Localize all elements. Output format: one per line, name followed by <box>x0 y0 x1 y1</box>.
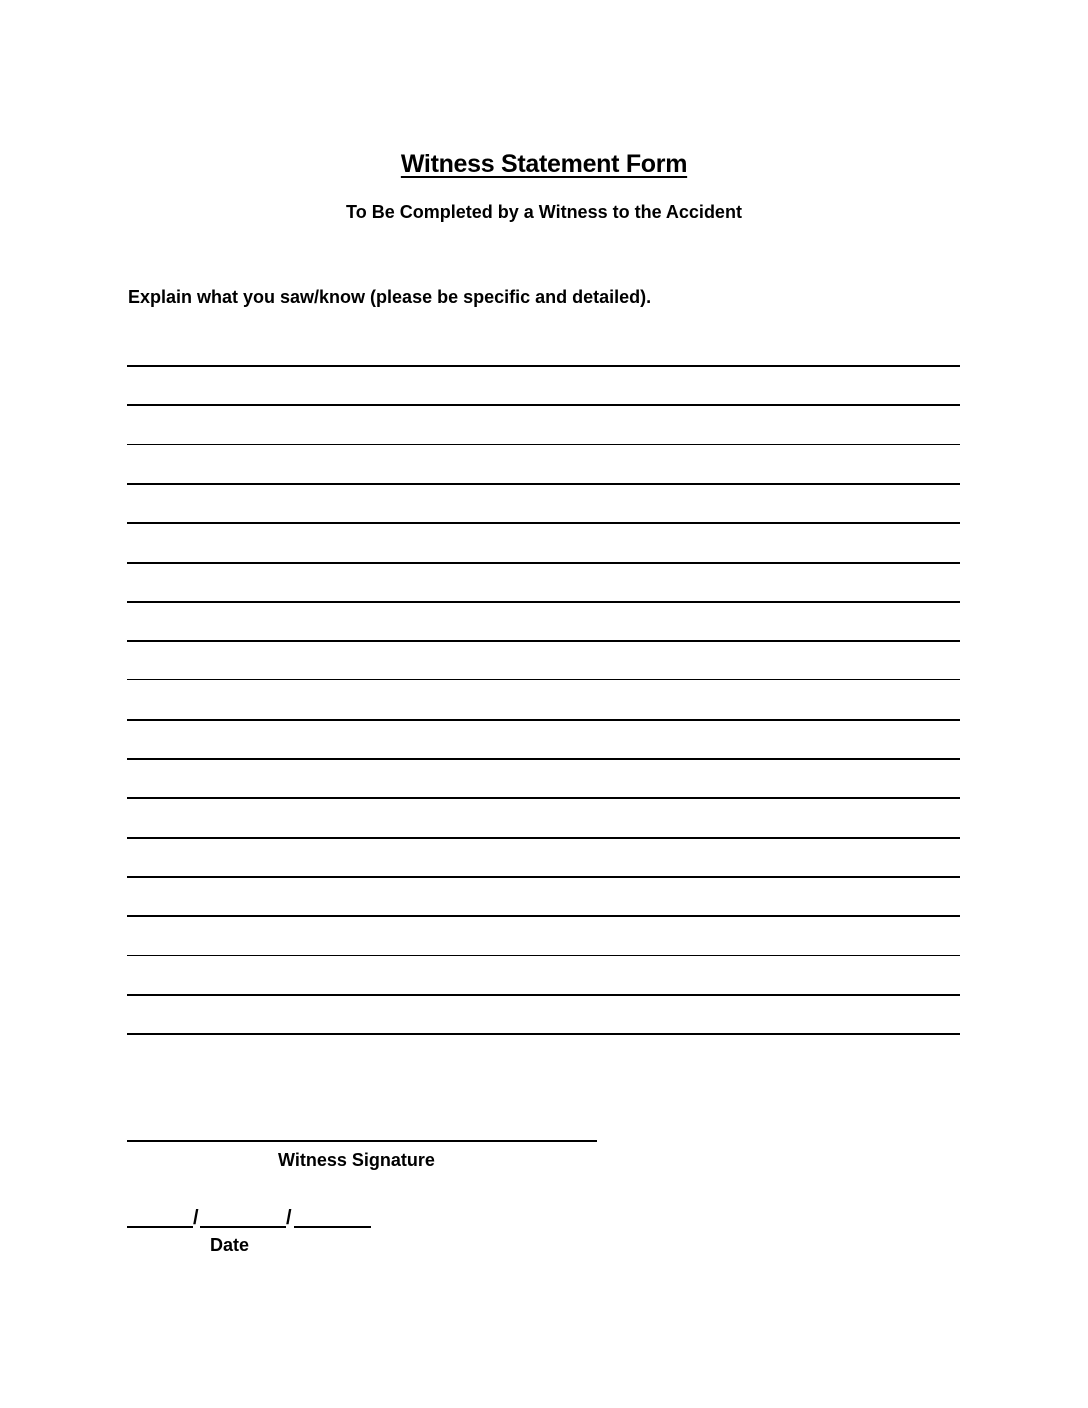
statement-line[interactable] <box>127 601 960 603</box>
date-day-line[interactable] <box>200 1204 286 1228</box>
statement-line[interactable] <box>127 444 960 445</box>
signature-line[interactable] <box>127 1140 597 1142</box>
date-year-line[interactable] <box>294 1204 371 1228</box>
statement-line[interactable] <box>127 876 960 878</box>
statement-line[interactable] <box>127 562 960 564</box>
statement-line[interactable] <box>127 797 960 799</box>
date-field[interactable] <box>127 1204 371 1228</box>
statement-line[interactable] <box>127 758 960 760</box>
page-subtitle: To Be Completed by a Witness to the Accident <box>346 202 742 222</box>
statement-line[interactable] <box>127 1033 960 1035</box>
statement-line[interactable] <box>127 365 960 367</box>
date-slash-1: / <box>193 1207 199 1229</box>
statement-line[interactable] <box>127 955 960 956</box>
date-label: Date <box>210 1235 250 1255</box>
statement-line[interactable] <box>127 404 960 406</box>
statement-line[interactable] <box>127 719 960 721</box>
signature-label: Witness Signature <box>278 1150 435 1170</box>
instructions-text: Explain what you saw/know (please be specific and detailed). <box>128 287 652 307</box>
statement-line[interactable] <box>127 522 960 524</box>
statement-line[interactable] <box>127 679 960 680</box>
date-slash-2: / <box>286 1207 292 1229</box>
statement-line[interactable] <box>127 915 960 917</box>
page-title: Witness Statement Form <box>400 150 688 178</box>
statement-lines <box>127 0 960 1408</box>
statement-line[interactable] <box>127 483 960 485</box>
date-month-line[interactable] <box>127 1204 193 1228</box>
statement-line[interactable] <box>127 994 960 996</box>
statement-line[interactable] <box>127 837 960 839</box>
statement-line[interactable] <box>127 640 960 642</box>
